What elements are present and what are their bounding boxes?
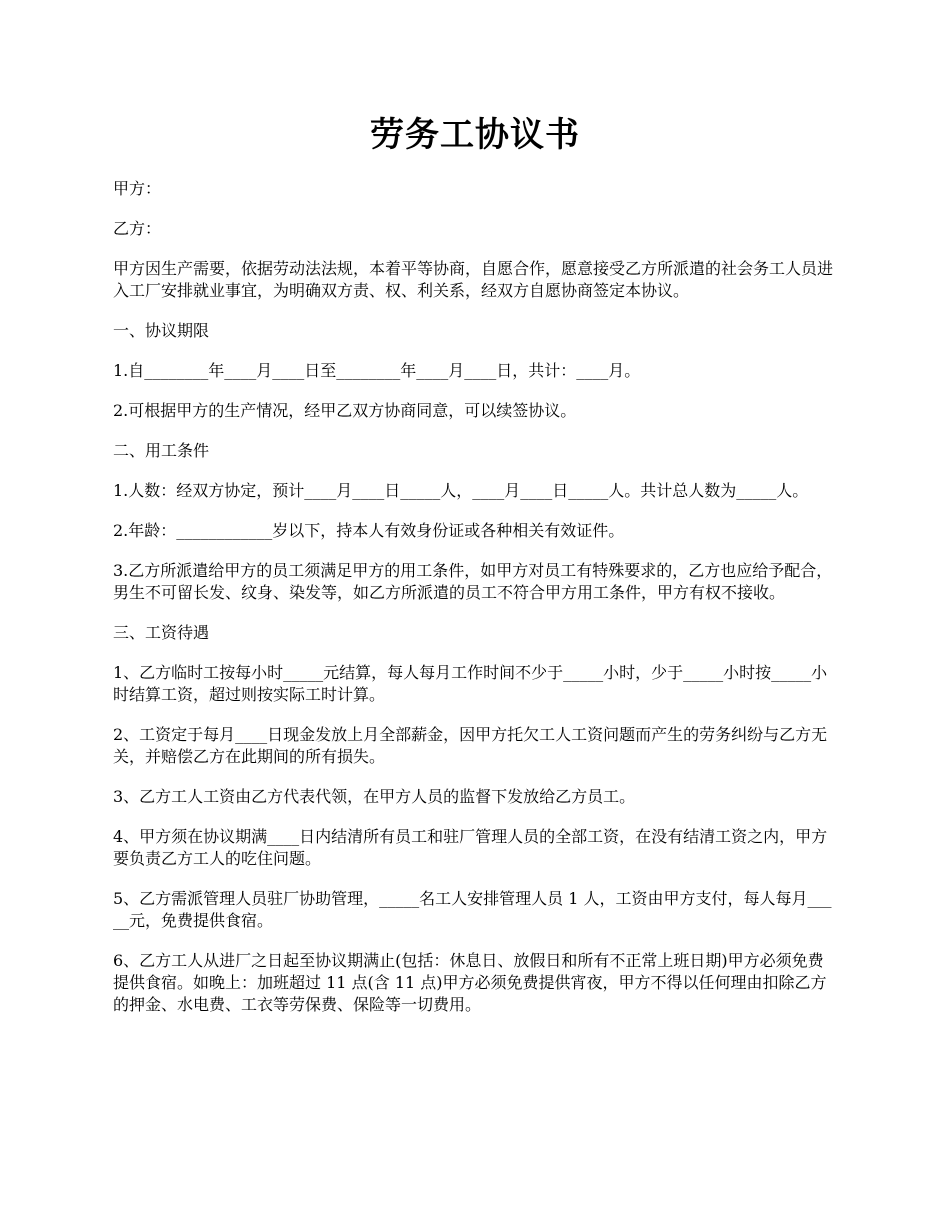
wages-clause-6: 6、乙方工人从进厂之日起至协议期满止(包括：休息日、放假日和所有不正常上班日期)甲方必须免费提供食宿。如晚上：加班超过 11 点(含 11 点)甲方必须免费提供宵夜，甲方不得以任何理由扣除乙方的押金、水电费、工衣等劳保费、保险等一切费用。 xyxy=(113,951,827,1014)
party-a-line: 甲方： xyxy=(113,179,162,198)
wages-clause-5: 5、乙方需派管理人员驻厂协助管理，_____名工人安排管理人员 1 人，工资由甲方支付，每人每月_____元，免费提供食宿。 xyxy=(113,889,832,930)
term-clause-2: 2.可根据甲方的生产情况，经甲乙双方协商同意，可以续签协议。 xyxy=(113,401,577,420)
conditions-clause-1: 1.人数：经双方协定，预计____月____日_____人，____月____日_____人。共计总人数为_____人。 xyxy=(113,481,809,500)
section-heading-wages: 三、工资待遇 xyxy=(113,623,210,642)
wages-clause-2: 2、工资定于每月____日现金发放上月全部薪金，因甲方托欠工人工资问题而产生的劳务纠纷与乙方无关，并赔偿乙方在此期间的所有损失。 xyxy=(113,725,828,766)
wages-clause-4: 4、甲方须在协议期满____日内结清所有员工和驻厂管理人员的全部工资，在没有结清工资之内，甲方要负责乙方工人的吃住问题。 xyxy=(113,827,828,868)
conditions-clause-3: 3.乙方所派遣给甲方的员工须满足甲方的用工条件，如甲方对员工有特殊要求的，乙方也应给予配合，男生不可留长发、纹身、染发等，如乙方所派遣的员工不符合甲方用工条件，甲方有权不接收。 xyxy=(113,561,833,602)
party-b-line: 乙方： xyxy=(113,219,162,238)
section-heading-conditions: 二、用工条件 xyxy=(113,441,210,460)
term-clause-1: 1.自________年____月____日至________年____月____日，共计：____月。 xyxy=(113,361,641,380)
document-body xyxy=(113,178,838,1034)
preamble-paragraph: 甲方因生产需要，依据劳动法法规，本着平等协商，自愿合作，愿意接受乙方所派遣的社会务工人员进入工厂安排就业事宜，为明确双方责、权、利关系，经双方自愿协商签定本协议。 xyxy=(113,259,834,300)
wages-clause-3: 3、乙方工人工资由乙方代表代领，在甲方人员的监督下发放给乙方员工。 xyxy=(113,787,636,806)
conditions-clause-2: 2.年龄：____________岁以下，持本人有效身份证或各种相关有效证件。 xyxy=(113,521,625,540)
wages-clause-1: 1、乙方临时工按每小时_____元结算，每人每月工作时间不少于_____小时，少于_____小时按_____小时结算工资，超过则按实际工时计算。 xyxy=(113,663,828,704)
document-title: 劳务工协议书 xyxy=(370,115,580,155)
section-heading-term: 一、协议期限 xyxy=(113,321,210,340)
